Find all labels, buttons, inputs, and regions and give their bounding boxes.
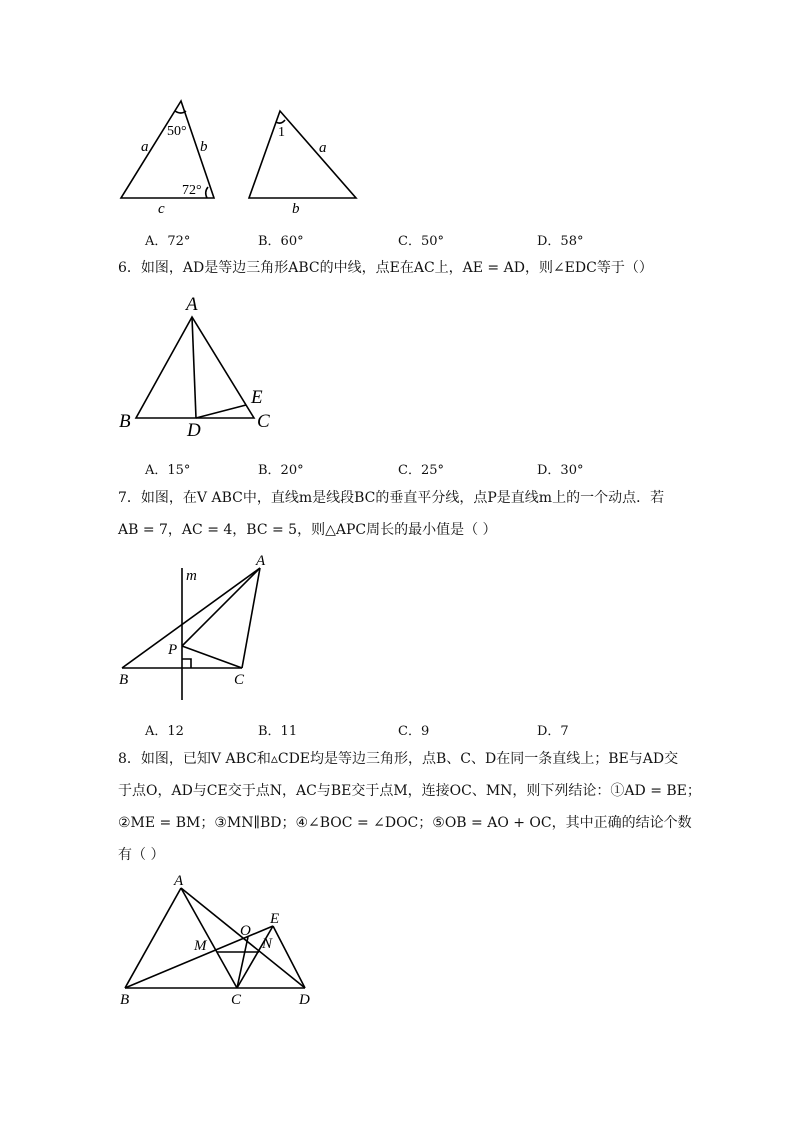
q8-question-line-3: ②ME = BM；③MN∥BD；④∠BOC = ∠DOC；⑤OB = AO + OC，其中正确的结论个数 — [118, 815, 692, 831]
q6-figure — [115, 290, 290, 440]
point-d-label: D — [299, 992, 310, 1008]
side-b-label: b — [292, 201, 300, 217]
side-a-label: a — [319, 140, 327, 156]
q5-figure-2 — [240, 100, 370, 220]
q8-figure — [110, 868, 325, 1013]
point-n-label: N — [262, 936, 273, 952]
side-b-label: b — [200, 139, 208, 155]
line-m-label: m — [186, 568, 197, 584]
right-angle-mark — [182, 659, 191, 668]
angle-arc-top — [175, 111, 186, 113]
point-m-label: M — [194, 938, 207, 954]
q7-option-a[interactable]: A．12 — [145, 724, 184, 739]
angle-50-label: 50° — [167, 124, 187, 139]
q7-option-b[interactable]: B．11 — [258, 724, 298, 739]
q5-option-c[interactable]: C．50° — [398, 234, 444, 249]
side-c-label: c — [158, 201, 165, 217]
segment-ab — [125, 888, 181, 988]
segment-ac — [181, 888, 237, 988]
side-a-label: a — [141, 139, 149, 155]
q7-option-d[interactable]: D．7 — [537, 724, 569, 739]
angle-arc-right — [206, 187, 208, 198]
point-e-label: E — [270, 911, 280, 927]
point-c-label: C — [257, 411, 270, 432]
q5-option-a[interactable]: A．72° — [145, 234, 191, 249]
point-a-label: A — [186, 294, 198, 315]
angle-1-label: 1 — [278, 125, 285, 140]
q7-question-line-2: AB = 7，AC = 4，BC = 5，则△APC周长的最小值是（ ） — [118, 522, 497, 538]
point-e-label: E — [251, 387, 263, 408]
point-p-label: P — [168, 642, 178, 658]
q6-option-c[interactable]: C．25° — [398, 463, 444, 478]
q8-question-line-2: 于点O，AD与CE交于点N，AC与BE交于点M，连接OC、MN，则下列结论：①AD = BE； — [118, 783, 701, 799]
point-d-label: D — [187, 420, 201, 441]
q6-option-b[interactable]: B．20° — [258, 463, 304, 478]
point-c-label: C — [234, 672, 245, 688]
point-o-label: O — [240, 923, 251, 939]
q7-figure — [110, 548, 290, 713]
q6-option-d[interactable]: D．30° — [537, 463, 584, 478]
point-b-label: B — [119, 411, 131, 432]
triangle-2 — [249, 111, 356, 198]
q5-option-b[interactable]: B．60° — [258, 234, 304, 249]
segment-oc — [237, 937, 248, 988]
q6-option-a[interactable]: A．15° — [145, 463, 191, 478]
point-c-label: C — [231, 992, 242, 1008]
point-a-label: A — [174, 873, 184, 889]
q7-question-line-1: 7．如图，在V ABC中，直线m是线段BC的垂直平分线，点P是直线m上的一个动点．若 — [118, 490, 665, 506]
segment-ed — [273, 926, 305, 988]
point-a-label: A — [256, 553, 266, 569]
segment-de — [196, 405, 246, 418]
point-b-label: B — [120, 992, 130, 1008]
angle-72-label: 72° — [182, 183, 202, 198]
q5-figure-1 — [110, 95, 230, 220]
point-b-label: B — [119, 672, 129, 688]
q7-option-c[interactable]: C．9 — [398, 724, 430, 739]
q8-question-line-1: 8．如图，已知V ABC和▵CDE均是等边三角形，点B、C、D在同一条直线上；BE与AD交 — [118, 751, 679, 767]
segment-ad — [192, 317, 196, 418]
q5-option-d[interactable]: D．58° — [537, 234, 584, 249]
q6-question-text: 6．如图，AD是等边三角形ABC的中线，点E在AC上，AE = AD，则∠EDC等于（） — [118, 260, 653, 276]
q8-question-line-4: 有（ ） — [118, 847, 165, 863]
